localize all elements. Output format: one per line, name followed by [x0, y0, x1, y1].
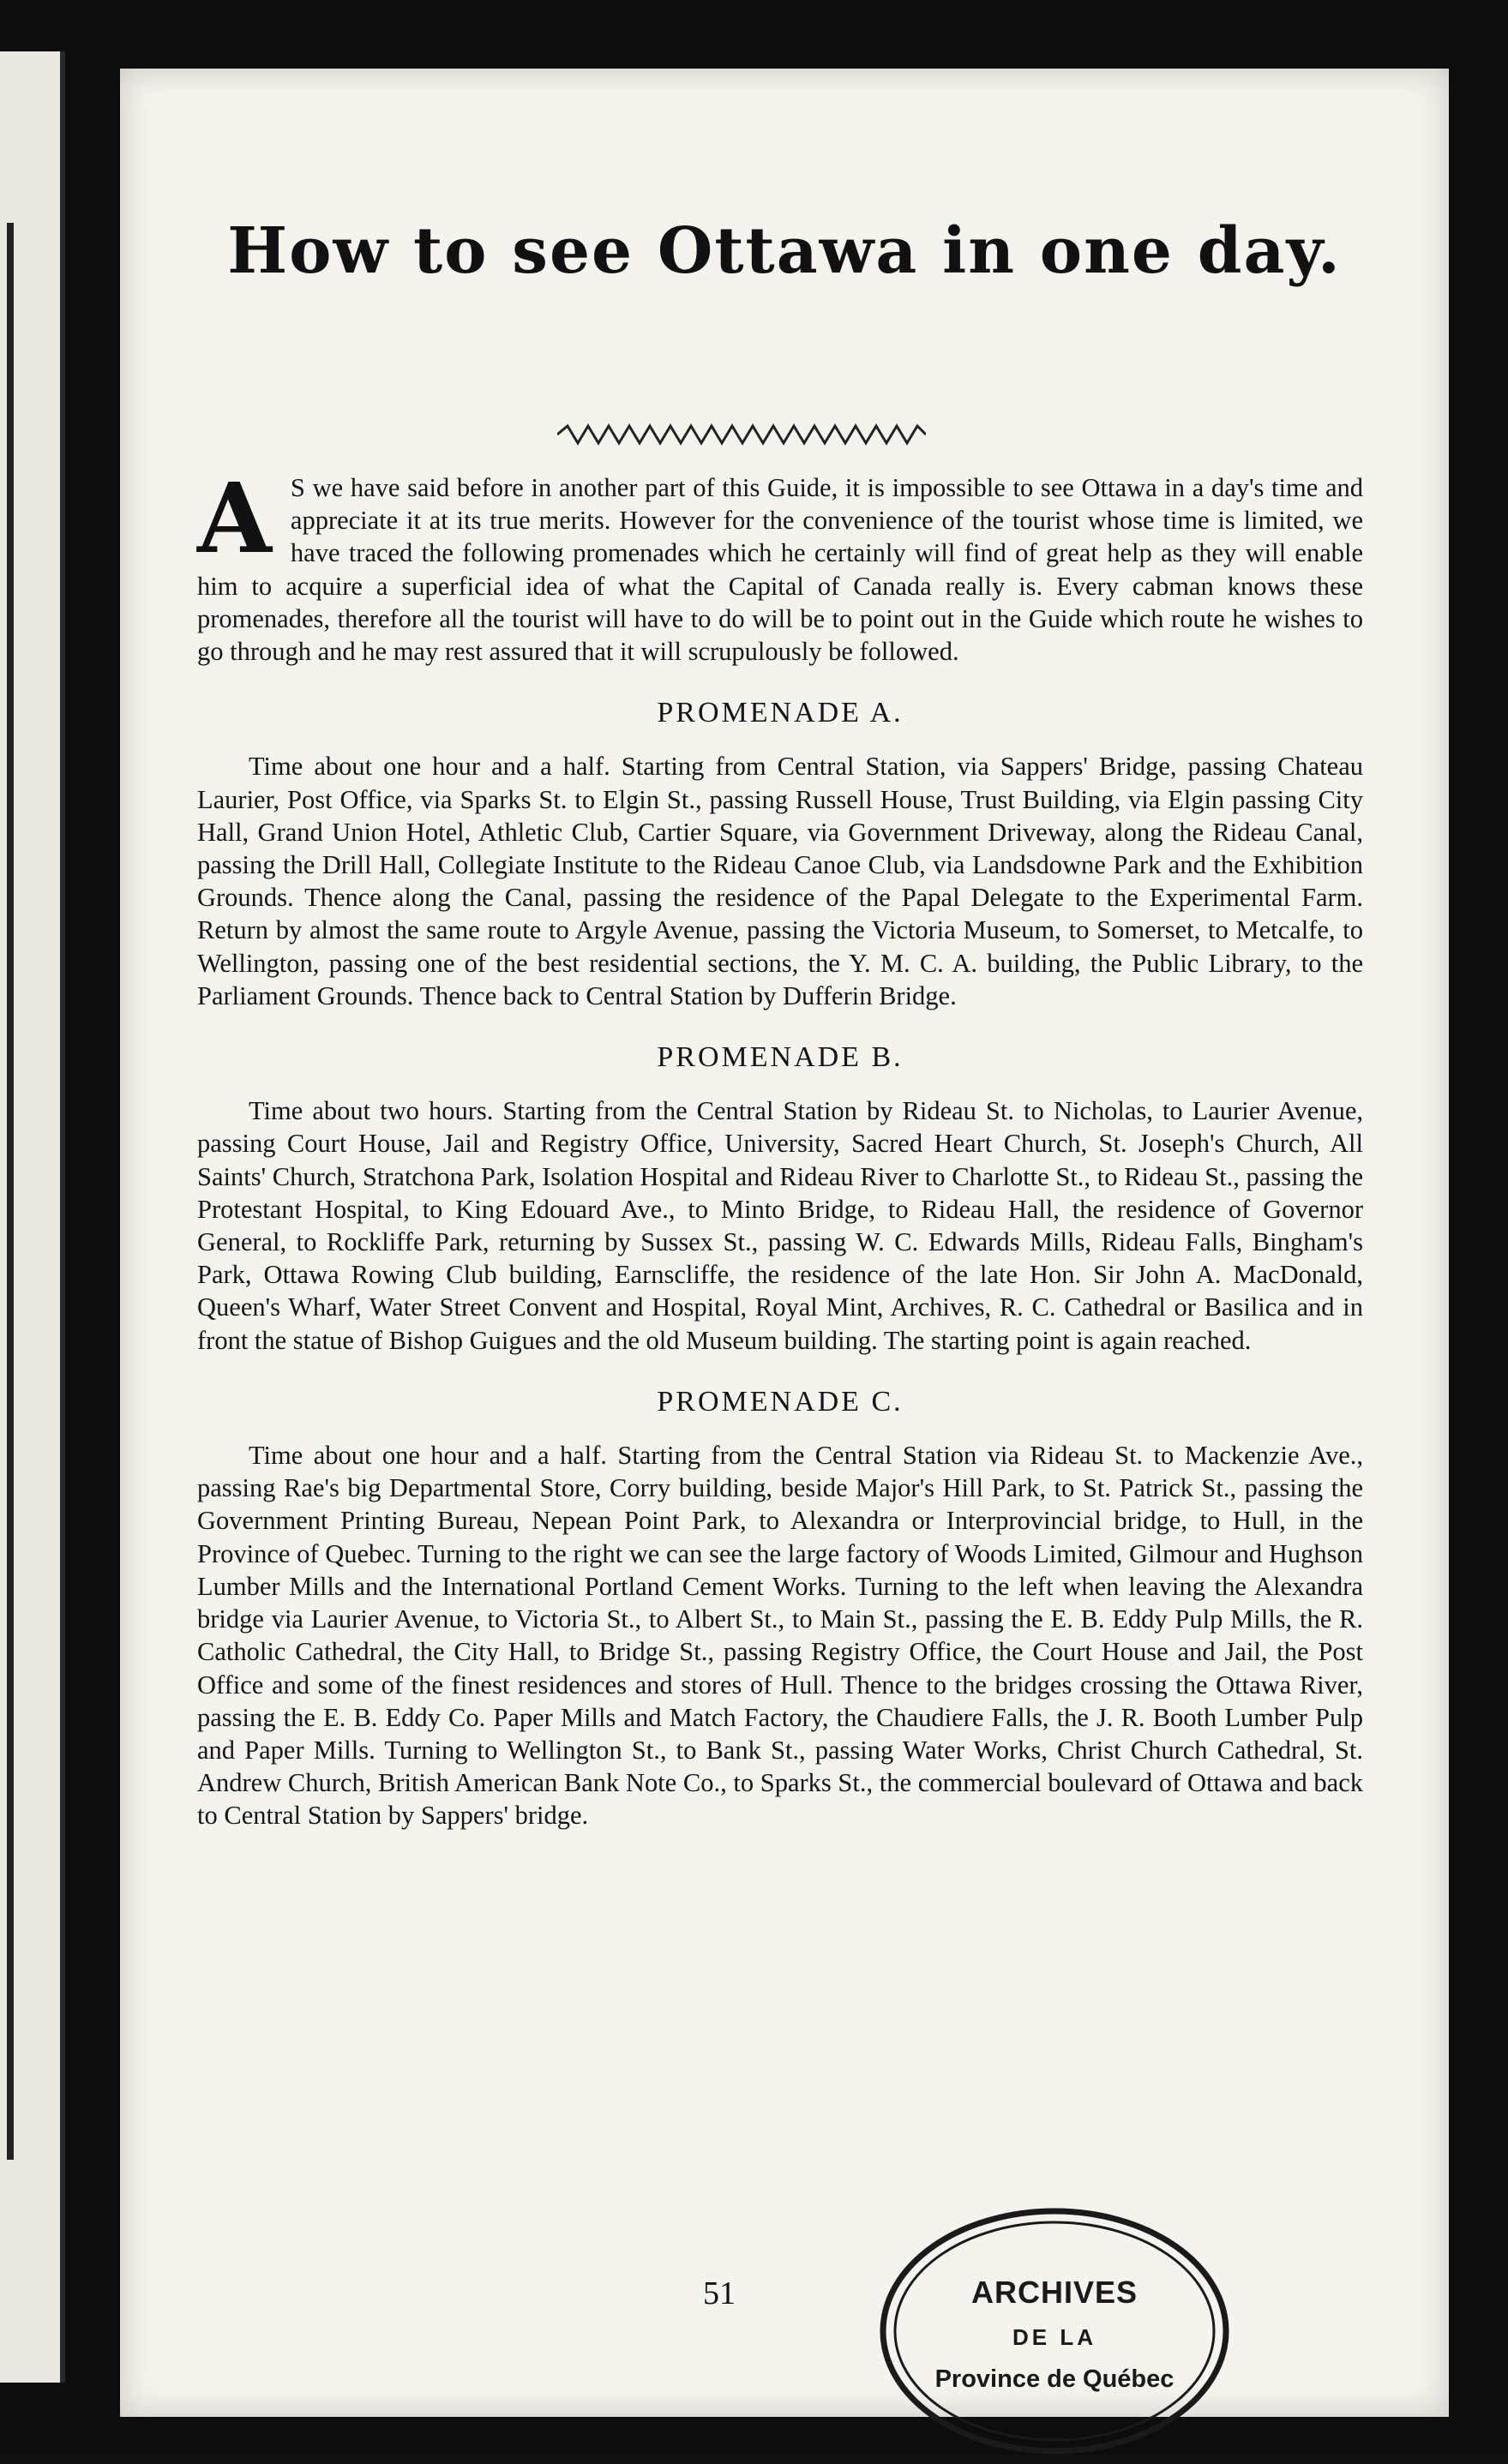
promenade-a-heading: PROMENADE A.	[657, 697, 904, 729]
stamp-line-de-la: DE LA	[1012, 2324, 1096, 2350]
promenade-b-heading: PROMENADE B.	[657, 1041, 904, 1074]
archives-stamp	[874, 2203, 1235, 2460]
promenade-c-text: Time about one hour and a half. Starting from the Central Station via Rideau St. to Mackenzie Ave., passing Rae's big Departmental Store, Corry building, beside Major's Hill Park, to St. Patrick St., passing the Government Printing Bureau, Nepean Point Park, to Alexandra or Interprovincial bridge, to Hull, in the Province of Quebec. Turning to the right we can see the large factory of Woods Limited, Gilmour and Hughson Lumber Mills and the International Portland Cement Works. Turning to the left when leaving the Alexandra bridge via Laurier Avenue, to Victoria St., to Albert St., to Main St., passing the E. B. Eddy Pulp Mills, the R. Catholic Cathedral, the City Hall, to Bridge St., passing Registry Office, the Court House and Jail, the Post Office and some of the finest residences and stores of Hull. Thence to the bridges crossing the Ottawa River, passing the E. B. Eddy Co. Paper Mills and Match Factory, the Chaudiere Falls, the J. R. Booth Lumber Pulp and Paper Mills. Turning to Wellington St., to Bank St., passing Water Works, Christ Church Cathedral, St. Andrew Church, British American Bank Note Co., to Sparks St., the commercial boulevard of Ottawa and back to Central Station by Sappers' bridge.	[197, 1441, 1363, 1831]
intro-text: S we have said before in another part of this Guide, it is impossible to see Ottawa in a day's time and appreciate it at its true merits. However for the convenience of the tourist whose time is limited, we have traced the following promenades which he certainly will find of great help as they will enable him to acquire a superficial idea of what the Capital of Canada really is. Every cabman knows these promenades, therefore all the tourist will have to do will be to point out in the Guide which route he wishes to go through and he may rest assured that it will scrupulously be followed.	[197, 473, 1363, 667]
previous-page-edge	[0, 51, 65, 2383]
promenade-a-text: Time about one hour and a half. Starting from Central Station, via Sappers' Bridge, passing Chateau Laurier, Post Office, via Sparks St. to Elgin St., passing Russell House, Trust Building, via Elgin passing City Hall, Grand Union Hotel, Athletic Club, Cartier Square, via Government Driveway, along the Rideau Canal, passing the Drill Hall, Collegiate Institute to the Rideau Canoe Club, via Landsdowne Park and the Exhibition Grounds. Thence along the Canal, passing the residence of the Papal Delegate to the Experimental Farm. Return by almost the same route to Argyle Avenue, passing the Victoria Museum, to Somerset, to Metcalfe, to Wellington, passing one of the best residential sections, the Y. M. C. A. building, the Public Library, to the Parliament Grounds. Thence back to Central Station by Dufferin Bridge.	[197, 752, 1363, 1010]
article-body	[197, 463, 1363, 1832]
promenade-b-text: Time about two hours. Starting from the Central Station by Rideau St. to Nicholas, to Laurier Avenue, passing Court House, Jail and Registry Office, University, Sacred Heart Church, St. Joseph's Church, All Saints' Church, Stratchona Park, Isolation Hospital and Rideau River to Charlotte St., to Rideau St., passing the Protestant Hospital, to King Edouard Ave., to Minto Bridge, to Rideau Hall, the residence of Governor General, to Rockliffe Park, returning by Sussex St., passing W. C. Edwards Mills, Rideau Falls, Bingham's Park, Ottawa Rowing Club building, Earnscliffe, the residence of the late Hon. Sir John A. MacDonald, Queen's Wharf, Water Street Convent and Hospital, Royal Mint, Archives, R. C. Cathedral or Basilica and in front the statue of Bishop Guigues and the old Museum building. The starting point is again reached.	[197, 1096, 1363, 1355]
book-page	[120, 69, 1449, 2417]
drop-cap: A	[197, 463, 272, 575]
stamp-line-archives: ARCHIVES	[970, 2275, 1139, 2310]
page-number: 51	[703, 2275, 736, 2311]
stamp-line-province: Province de Québec	[934, 2365, 1175, 2393]
intro-paragraph	[197, 463, 1363, 668]
page-title: How to see Ottawa in one day.	[227, 214, 1342, 288]
previous-page-rule	[7, 223, 14, 2160]
ornament-divider	[557, 422, 926, 447]
promenade-c-heading: PROMENADE C.	[657, 1385, 904, 1418]
